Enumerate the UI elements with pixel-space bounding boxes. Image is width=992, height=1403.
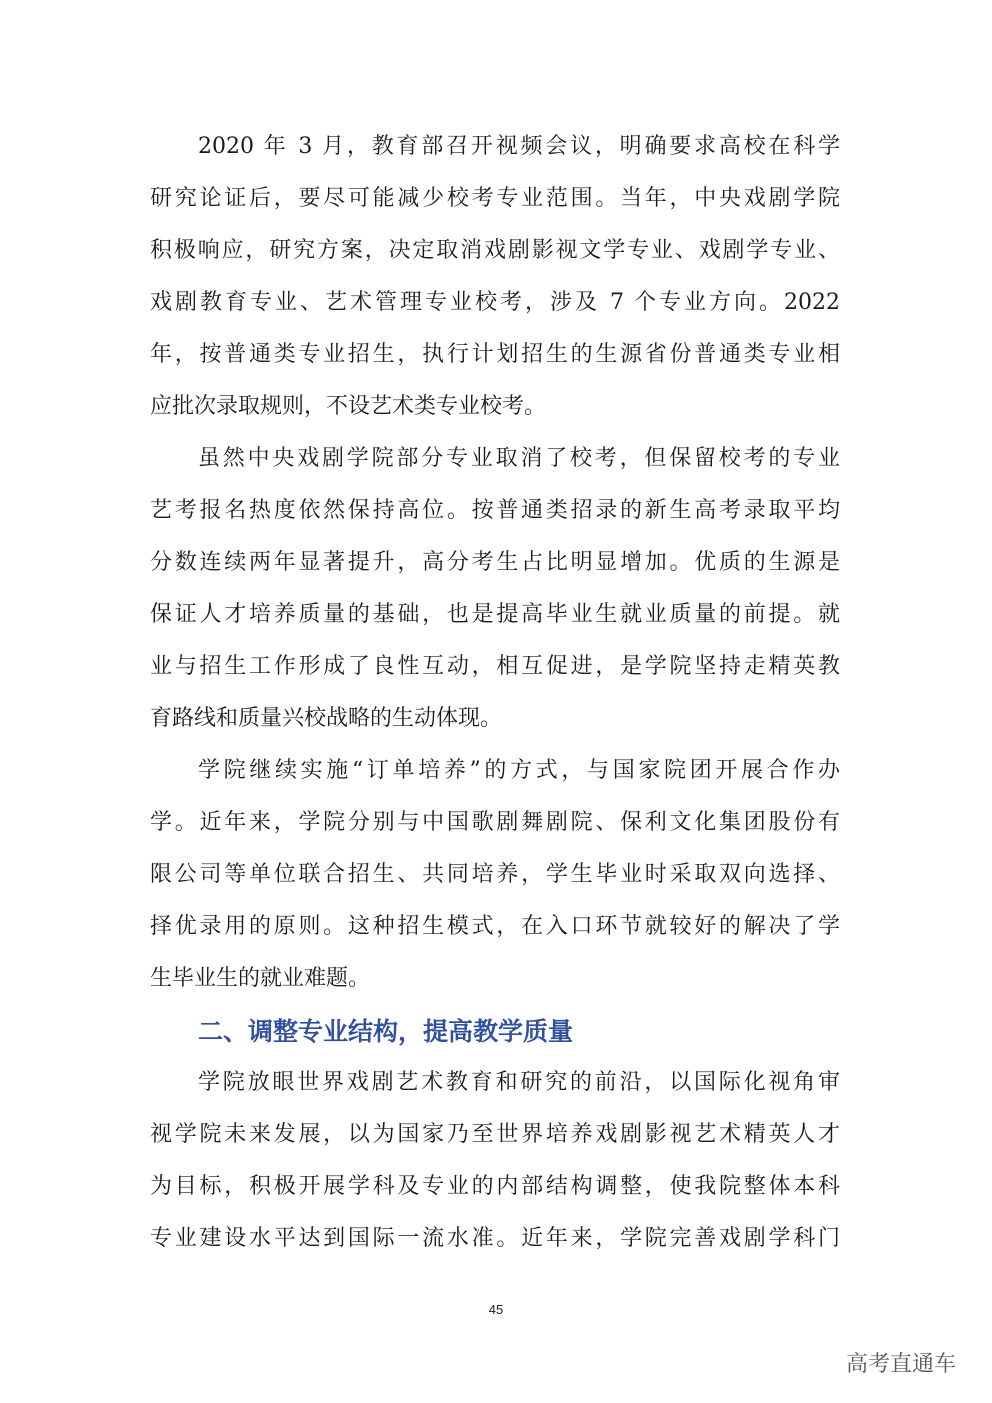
paragraph-3-line-3: 限公司等单位联合招生、共同培养，学生毕业时采取双向选择、 [150,862,840,887]
paragraph-4-line-3: 为目标，积极开展学科及专业的内部结构调整，使我院整体本科 [150,1174,840,1199]
paragraph-2-line-4: 保证人才培养质量的基础，也是提高毕业生就业质量的前提。就 [150,602,840,627]
paragraph-1-line-2: 研究论证后，要尽可能减少校考专业范围。当年，中央戏剧学院 [150,186,840,211]
page-number: 45 [488,1302,504,1317]
paragraph-3-line-5: 生毕业生的就业难题。 [150,966,371,991]
paragraph-1-line-4: 戏剧教育专业、艺术管理专业校考，涉及 7 个专业方向。2022 [150,290,840,315]
paragraph-1-line-1: 2020 年 3 月，教育部召开视频会议，明确要求高校在科学 [198,134,840,159]
paragraph-1-line-5: 年，按普通类专业招生，执行计划招生的生源省份普通类专业相 [150,342,840,367]
paragraph-3-line-2: 学。近年来，学院分别与中国歌剧舞剧院、保利文化集团股份有 [150,810,840,835]
paragraph-4-line-4: 专业建设水平达到国际一流水准。近年来，学院完善戏剧学科门 [150,1226,840,1251]
paragraph-2-line-1: 虽然中央戏剧学院部分专业取消了校考，但保留校考的专业 [198,446,840,471]
paragraph-3-line-4: 择优录用的原则。这种招生模式，在入口环节就较好的解决了学 [150,914,840,939]
paragraph-1-line-3: 积极响应，研究方案，决定取消戏剧影视文学专业、戏剧学专业、 [150,238,840,263]
paragraph-2-line-5: 业与招生工作形成了良性互动，相互促进，是学院坚持走精英教 [150,654,840,679]
paragraph-2-line-6: 育路线和质量兴校战略的生动体现。 [150,706,503,731]
paragraph-2-line-2: 艺考报名热度依然保持高位。按普通类招录的新生高考录取平均 [150,498,840,523]
watermark-text: 高考直通车 [846,1352,957,1377]
paragraph-4-line-2: 视学院未来发展，以为国家乃至世界培养戏剧影视艺术精英人才 [150,1122,840,1147]
paragraph-2-line-3: 分数连续两年显著提升，高分考生占比明显增加。优质的生源是 [150,550,840,575]
paragraph-4-line-1: 学院放眼世界戏剧艺术教育和研究的前沿，以国际化视角审 [198,1070,840,1095]
section-heading: 二、调整专业结构，提高教学质量 [198,1017,574,1046]
paragraph-3-line-1: 学院继续实施“订单培养”的方式，与国家院团开展合作办 [198,758,840,783]
paragraph-1-line-6: 应批次录取规则，不设艺术类专业校考。 [150,394,547,419]
